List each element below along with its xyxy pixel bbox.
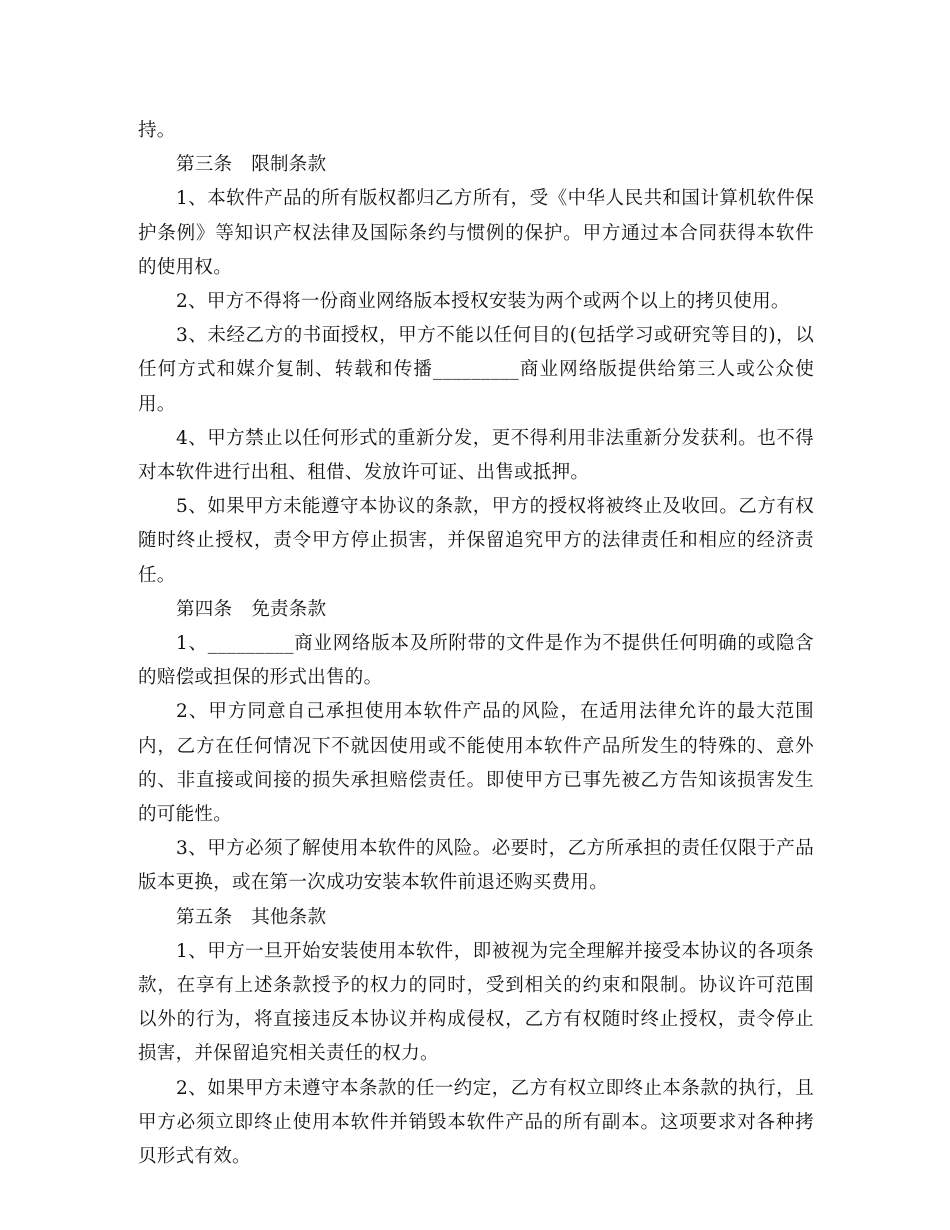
article-3-clause-5: 5、如果甲方未能遵守本协议的条款，甲方的授权将被终止及收回。乙方有权随时终止授权，责令甲方停止损害，并保留追究甲方的法律责任和相应的经济责任。	[138, 496, 814, 586]
article-4-clause-2: 2、甲方同意自己承担使用本软件产品的风险，在适用法律允许的最大范围内，乙方在任何情况下不就因使用或不能使用本软件产品所发生的特殊的、意外的、非直接或间接的损失承担赔偿责任。即使甲方已事先被乙方告知该损害发生的可能性。	[138, 701, 814, 826]
article-3-clause-4: 4、甲方禁止以任何形式的重新分发，更不得利用非法重新分发获利。也不得对本软件进行出租、租借、发放许可证、出售或抵押。	[138, 427, 814, 484]
article-5-title: 第五条 其他条款	[176, 906, 327, 928]
document-body	[138, 114, 814, 1174]
article-5-clause-1: 1、甲方一旦开始安装使用本软件，即被视为完全理解并接受本协议的各项条款，在享有上述条款授予的权力的同时，受到相关的约束和限制。协议许可范围以外的行为，将直接违反本协议并构成侵权，乙方有权随时终止授权，责令停止损害，并保留追究相关责任的权力。	[138, 940, 814, 1065]
article-4-clause-1: 1、_________商业网络版本及所附带的文件是作为不提供任何明确的或隐含的赔偿或担保的形式出售的。	[138, 633, 814, 689]
article-3-clause-3: 3、未经乙方的书面授权，甲方不能以任何目的(包括学习或研究等目的)，以任何方式和媒介复制、转载和传播_________商业网络版提供给第三人或公众使用。	[138, 325, 814, 415]
continuation-text: 持。	[138, 120, 176, 141]
article-4-clause-3: 3、甲方必须了解使用本软件的风险。必要时，乙方所承担的责任仅限于产品版本更换，或在第一次成功安装本软件前退还购买费用。	[138, 838, 814, 894]
article-3-clause-2: 2、甲方不得将一份商业网络版本授权安装为两个或两个以上的拷贝使用。	[176, 291, 790, 313]
article-5-clause-2: 2、如果甲方未遵守本条款的任一约定，乙方有权立即终止本条款的执行，且甲方必须立即终止使用本软件并销毁本软件产品的所有副本。这项要求对各种拷贝形式有效。	[138, 1077, 814, 1168]
article-3-title: 第三条 限制条款	[176, 154, 327, 176]
article-3-clause-1: 1、本软件产品的所有版权都归乙方所有，受《中华人民共和国计算机软件保护条例》等知识产权法律及国际条约与惯例的保护。甲方通过本合同获得本软件的使用权。	[138, 188, 814, 278]
article-4-title: 第四条 免责条款	[176, 598, 327, 620]
